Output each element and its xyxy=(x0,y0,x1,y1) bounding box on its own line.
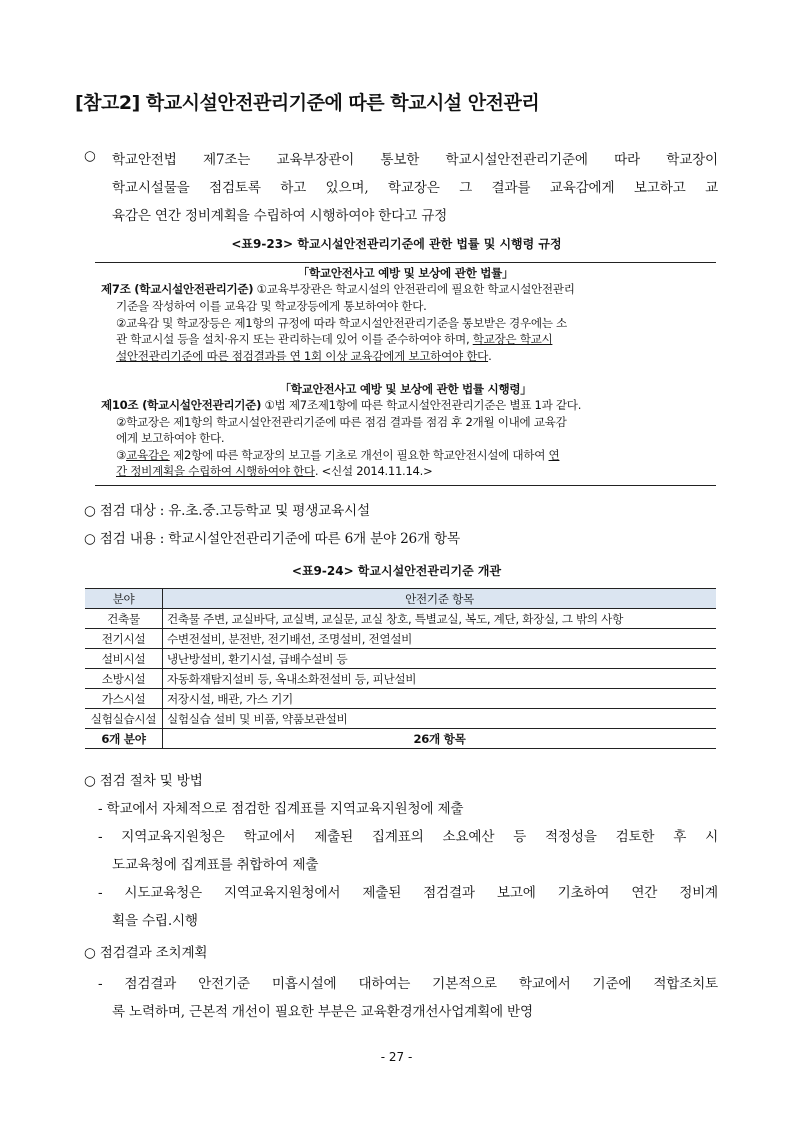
action-item: 록 노력하며, 근본적 개선이 필요한 부분은 교육환경개선사업계획에 반영 xyxy=(112,1004,533,1020)
cell: 수변전설비, 분전반, 전기배선, 조명설비, 전열설비 xyxy=(163,629,717,649)
law-text: 제2항에 따른 학교장의 보고를 기초로 개선이 필요한 학교안전시설에 대하여 xyxy=(169,448,549,462)
law-text: ①법 제7조제1항에 따른 학교시설안전관리기준은 별표 1과 같다. xyxy=(261,398,582,412)
article-title: 제10조 (학교시설안전관리기준) xyxy=(101,398,262,412)
law-text: 관 학교시설 등을 설치·유지 또는 관리하는데 있어 이를 준수하여야 하며, xyxy=(116,332,473,346)
cell: 실험실습시설 xyxy=(85,709,163,729)
law-heading: 「학교안전사고 예방 및 보상에 관한 법률 시행령」 xyxy=(279,382,532,396)
procedure-item: - 학교에서 자체적으로 점검한 집계표를 지역교육지원청에 제출 xyxy=(98,801,464,817)
cell: 전기시설 xyxy=(85,629,163,649)
law-text: ①교육부장관은 학교시설의 안전관리에 필요한 학교시설안전관리 xyxy=(253,282,575,296)
cell: 가스시설 xyxy=(85,689,163,709)
header-cell: 분야 xyxy=(85,589,163,609)
intro-line: 학교시설물을 점검토록 하고 있으며, 학교장은 그 결과를 교육감에게 보고하고 교 xyxy=(112,180,718,196)
table-footer-row xyxy=(85,729,716,749)
law-text: 에게 보고하여야 한다. xyxy=(116,431,225,445)
cell: 6개 분야 xyxy=(85,729,163,749)
procedure-item: 도교육청에 집계표를 취합하여 제출 xyxy=(112,857,319,873)
cell: 건축물 xyxy=(85,609,163,629)
table-caption: <표9-23> 학교시설안전관리기준에 관한 법률 및 시행령 규정 xyxy=(231,237,562,251)
table-row xyxy=(85,669,716,689)
law-text-underlined: 간 정비계획을 수립하여 시행하여야 한다 xyxy=(116,464,315,478)
cell: 냉난방설비, 환기시설, 급배수설비 등 xyxy=(163,649,717,669)
cell: 실험실습 설비 및 비품, 약품보관설비 xyxy=(163,709,717,729)
content-item: ○ 점검 내용 : 학교시설안전관리기준에 따른 6개 분야 26개 항목 xyxy=(84,531,460,547)
law-text: ②교육감 및 학교장등은 제1항의 규정에 따라 학교시설안전관리기준을 통보받은 경우에는 소 xyxy=(116,316,567,330)
procedure-item: 획을 수립.시행 xyxy=(112,913,198,929)
procedure-heading: ○ 점검 절차 및 방법 xyxy=(84,773,203,789)
law-text: ②학교장은 제1항의 학교시설안전관리기준에 따른 점검 결과를 점검 후 2개월 이내에 교육감 xyxy=(116,415,567,429)
action-item: - 점검결과 안전기준 미흡시설에 대하여는 기본적으로 학교에서 기준에 적합조치토 xyxy=(98,976,718,992)
table-row xyxy=(85,689,716,709)
intro-line: 육감은 연간 정비계획을 수립하여 시행하여야 한다고 규정 xyxy=(112,208,448,224)
procedure-item: - 시도교육청은 지역교육지원청에서 제출된 점검결과 보고에 기초하여 연간 정비계 xyxy=(98,885,718,901)
law-text-underlined: 연 xyxy=(548,448,560,462)
table-row xyxy=(85,649,716,669)
cell: 26개 항목 xyxy=(163,729,717,749)
procedure-item: - 지역교육지원청은 학교에서 제출된 집계표의 소요예산 등 적정성을 검토한 후 시 xyxy=(98,829,718,845)
law-text: 기준을 작성하여 이를 교육감 및 학교장등에게 통보하여야 한다. xyxy=(116,299,427,313)
law-text-underlined: 설안전관리기준에 따른 점검결과를 연 1회 이상 교육감에게 보고하여야 한다 xyxy=(116,349,489,363)
header-cell: 안전기준 항목 xyxy=(163,589,717,609)
standards-table xyxy=(85,588,716,749)
cell: 건축물 주변, 교실바닥, 교실벽, 교실문, 교실 창호, 특별교실, 복도, 계단, 화장실, 그 밖의 사항 xyxy=(163,609,717,629)
cell: 자동화재탐지설비 등, 옥내소화전설비 등, 피난설비 xyxy=(163,669,717,689)
law-text: . <신설 2014.11.14.> xyxy=(314,464,433,478)
law-text: ③ xyxy=(116,448,127,462)
intro-line: 학교안전법 제7조는 교육부장관이 통보한 학교시설안전관리기준에 따라 학교장이 xyxy=(112,152,718,168)
bullet: ○ xyxy=(84,148,96,164)
law-heading: 「학교안전사고 예방 및 보상에 관한 법률」 xyxy=(297,266,514,280)
law-text: . xyxy=(488,349,492,363)
table-row xyxy=(85,609,716,629)
law-text-underlined: 교육감은 xyxy=(126,448,170,462)
article-title: 제7조 (학교시설안전관리기준) xyxy=(101,282,254,296)
cell: 저장시설, 배관, 가스 기기 xyxy=(163,689,717,709)
target-item: ○ 점검 대상 : 유.초.중.고등학교 및 평생교육시설 xyxy=(84,503,370,519)
table-caption: <표9-24> 학교시설안전관리기준 개관 xyxy=(291,564,502,578)
law-text-underlined: 학교장은 학교시 xyxy=(472,332,553,346)
cell: 소방시설 xyxy=(85,669,163,689)
action-heading: ○ 점검결과 조치계획 xyxy=(84,945,208,961)
law-excerpt-box xyxy=(95,262,716,486)
table-row xyxy=(85,629,716,649)
page-number: - 27 - xyxy=(380,1050,413,1064)
table-row xyxy=(85,709,716,729)
cell: 설비시설 xyxy=(85,649,163,669)
table-header-row xyxy=(85,589,716,609)
page-title: [참고2] 학교시설안전관리기준에 따른 학교시설 안전관리 xyxy=(75,92,540,114)
